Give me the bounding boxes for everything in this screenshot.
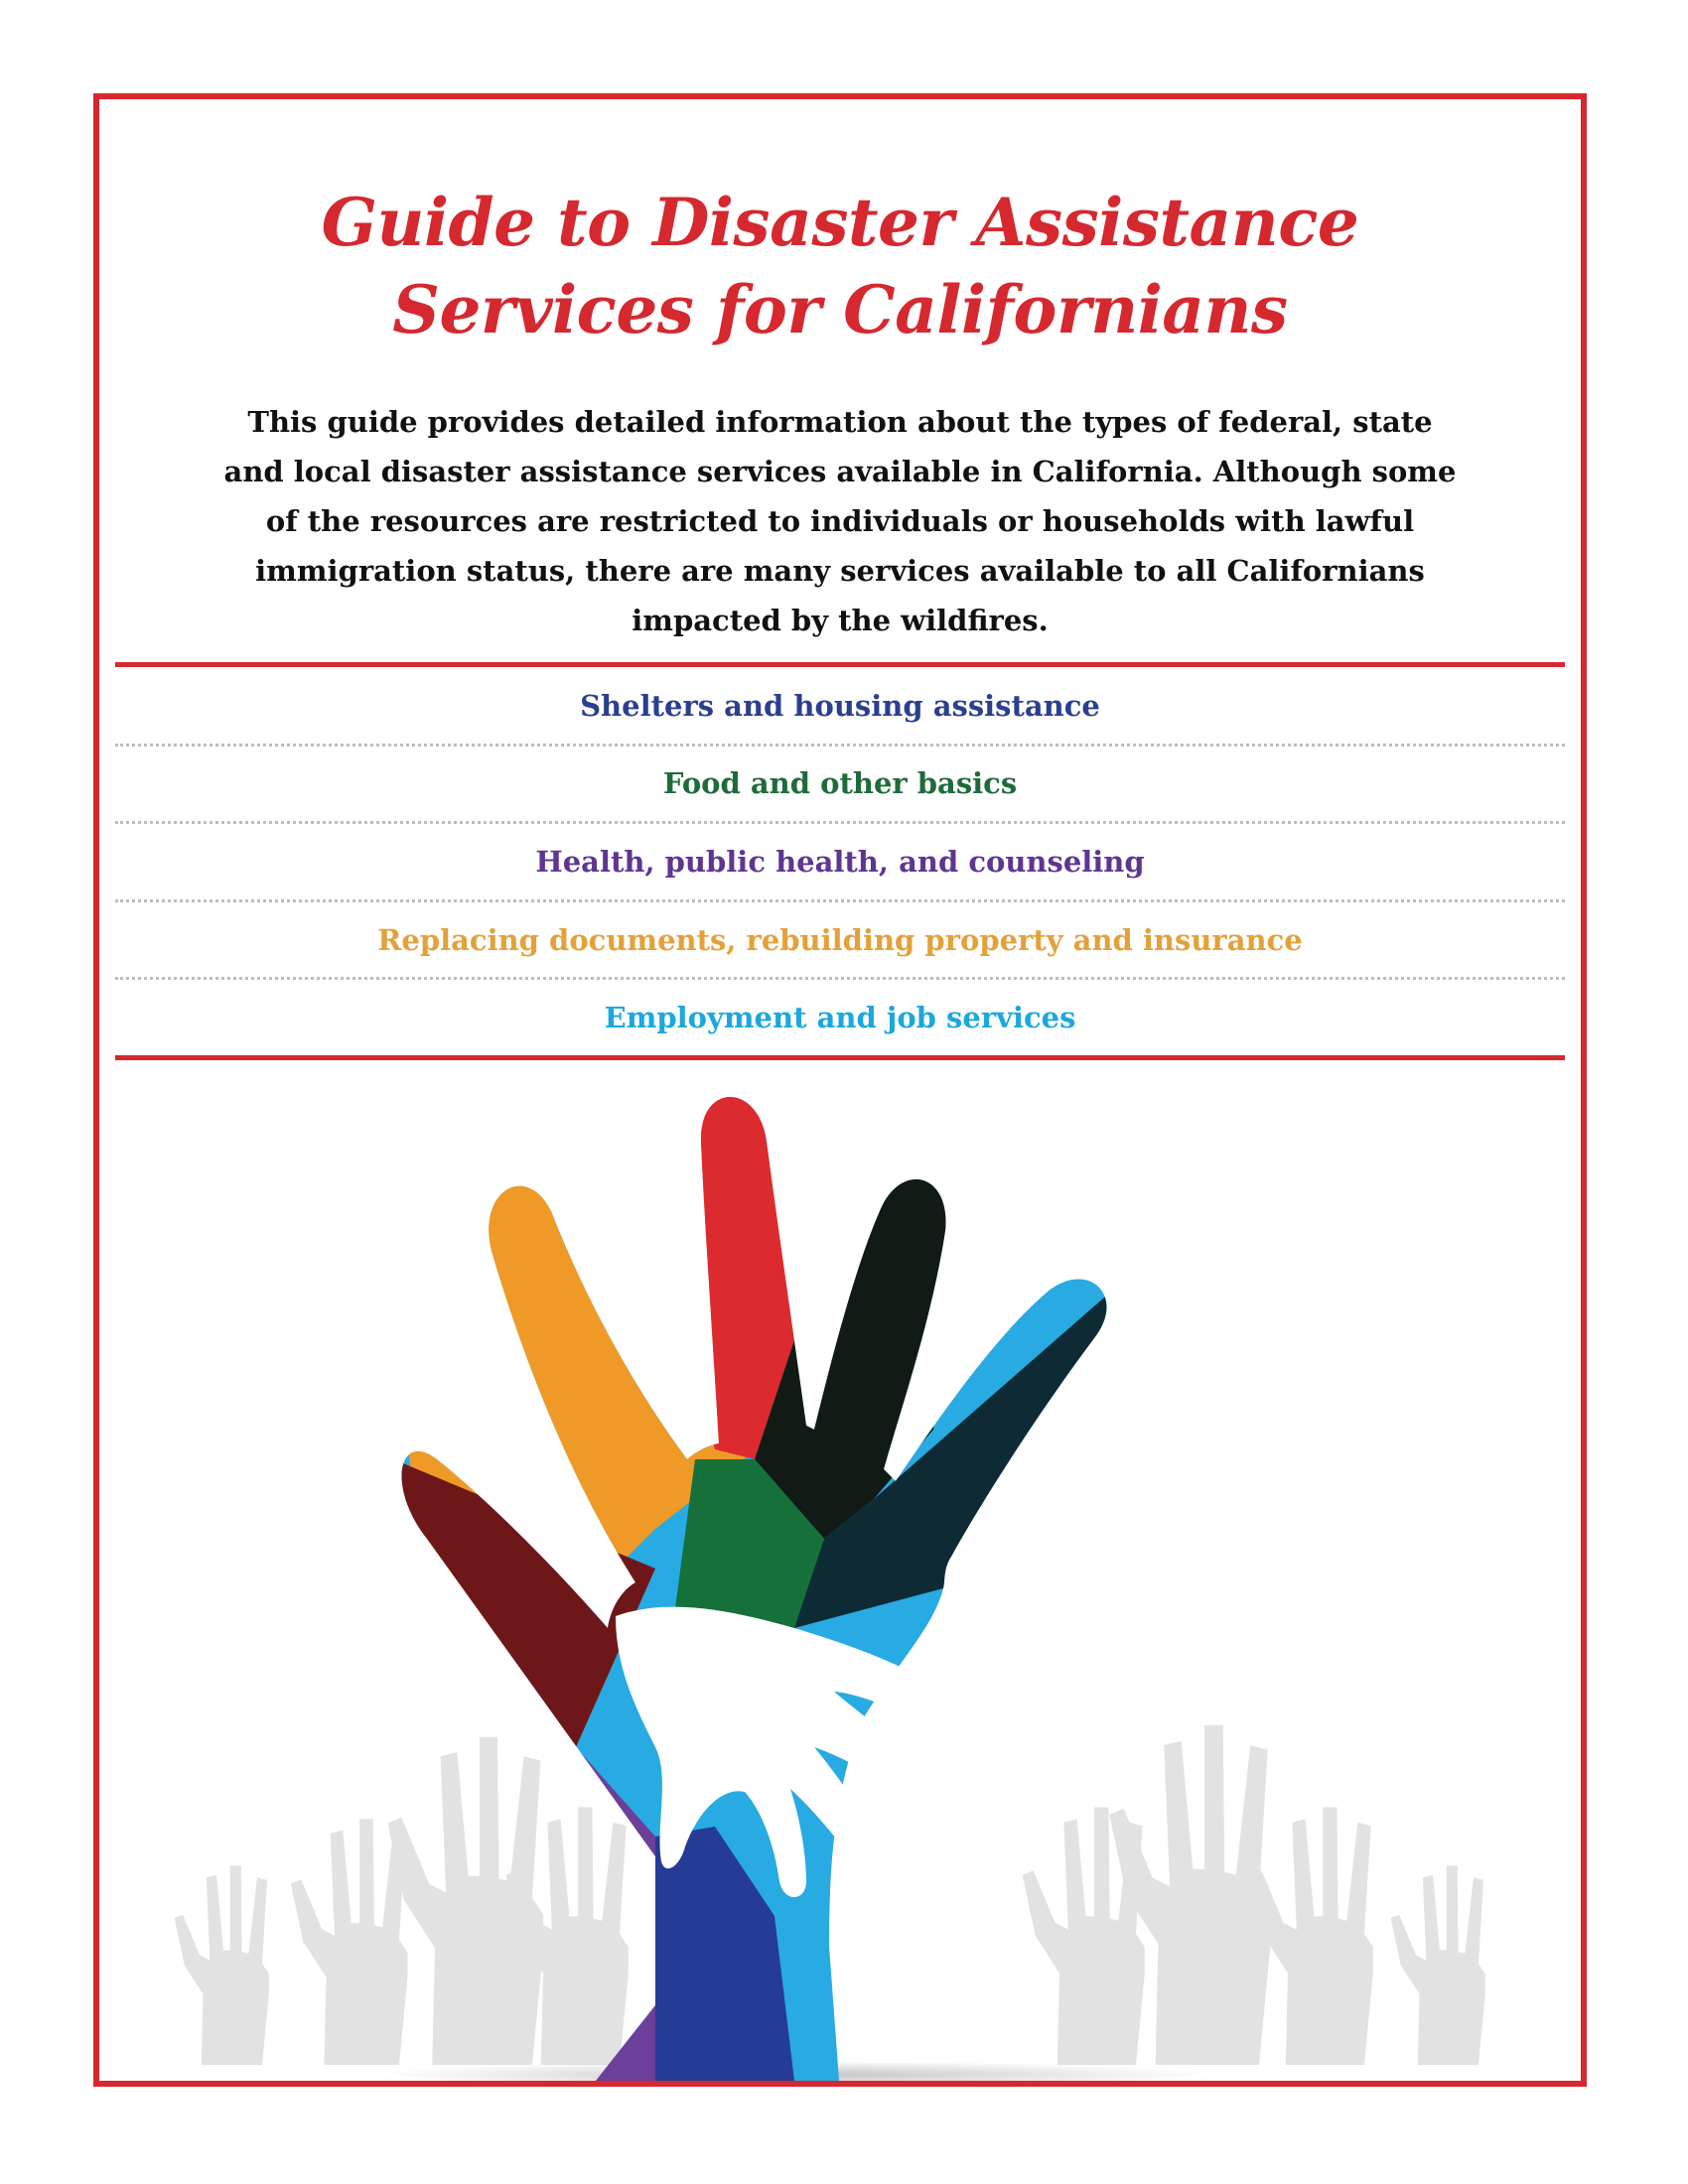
service-item-food[interactable]: Food and other basics	[115, 747, 1565, 825]
divider-bottom	[115, 1055, 1565, 1060]
title-line: Guide to Disaster Assistance	[321, 184, 1359, 261]
intro-paragraph	[199, 397, 1481, 645]
helping-hands-illustration	[99, 1072, 1581, 2081]
intro-line: impacted by the wildfires.	[632, 604, 1049, 637]
intro-line: immigration status, there are many services available to all Californians	[255, 554, 1425, 588]
title-line: Services for Californians	[392, 271, 1288, 348]
service-item-documents[interactable]: Replacing documents, rebuilding property and insurance	[115, 902, 1565, 981]
intro-line: This guide provides detailed information about the types of federal, state	[247, 405, 1433, 439]
page-border	[93, 93, 1587, 2087]
document-title	[99, 179, 1581, 353]
service-item-employment[interactable]: Employment and job services	[604, 1001, 1076, 1035]
service-item-health[interactable]: Health, public health, and counseling	[115, 824, 1565, 902]
service-item-shelters[interactable]: Shelters and housing assistance	[115, 668, 1565, 747]
divider-top	[115, 662, 1565, 667]
intro-line: and local disaster assistance services available in California. Although some	[223, 455, 1457, 488]
intro-line: of the resources are restricted to individuals or households with lawful	[265, 504, 1415, 538]
services-list	[115, 668, 1565, 1055]
